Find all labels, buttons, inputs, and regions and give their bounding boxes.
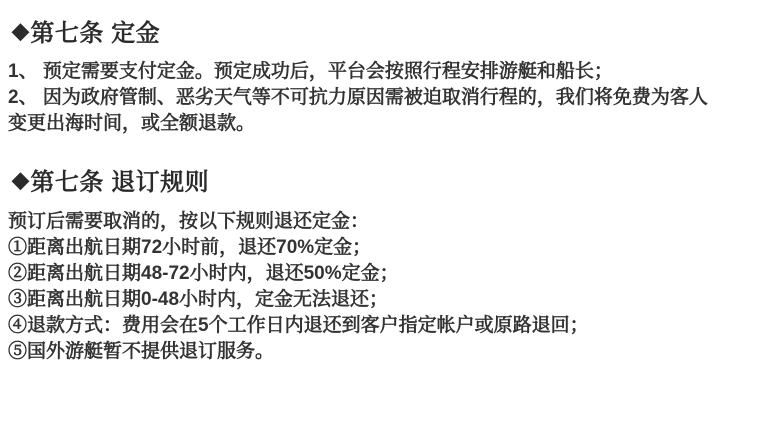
deposit-terms-line: 1、 预定需要支付定金。预定成功后，平台会按照行程安排游艇和船长； — [8, 61, 613, 82]
cancellation-rule-line: 预订后需要取消的，按以下规则退还定金： — [8, 211, 370, 232]
deposit-terms-line: 2、 因为政府管制、恶劣天气等不可抗力原因需被迫取消行程的，我们将免费为客人 — [8, 87, 708, 108]
cancellation-rule-line: ④退款方式：费用会在5个工作日内退还到客户指定帐户或原路退回； — [8, 315, 589, 336]
cancellation-rule-line: ②距离出航日期48-72小时内，退还50%定金； — [8, 263, 399, 284]
deposit-terms-line: 变更出海时间，或全额退款。 — [8, 113, 256, 134]
cancellation-rule-line: ⑤国外游艇暂不提供退订服务。 — [8, 341, 275, 362]
deposit-section-title: 第七条 定金 — [30, 20, 161, 47]
diamond-bullet-icon: ◆ — [12, 17, 30, 43]
cancellation-section-title: 第七条 退订规则 — [30, 169, 210, 196]
diamond-bullet-icon: ◆ — [12, 166, 30, 192]
deposit-section-heading — [12, 13, 160, 48]
cancellation-rule-line: ③距离出航日期0-48小时内，定金无法退还； — [8, 289, 389, 310]
cancellation-rule-line: ①距离出航日期72小时前，退还70%定金； — [8, 237, 372, 258]
deposit-terms-text — [8, 59, 708, 137]
cancellation-rules-text — [8, 209, 589, 365]
cancellation-section-heading — [12, 162, 209, 197]
